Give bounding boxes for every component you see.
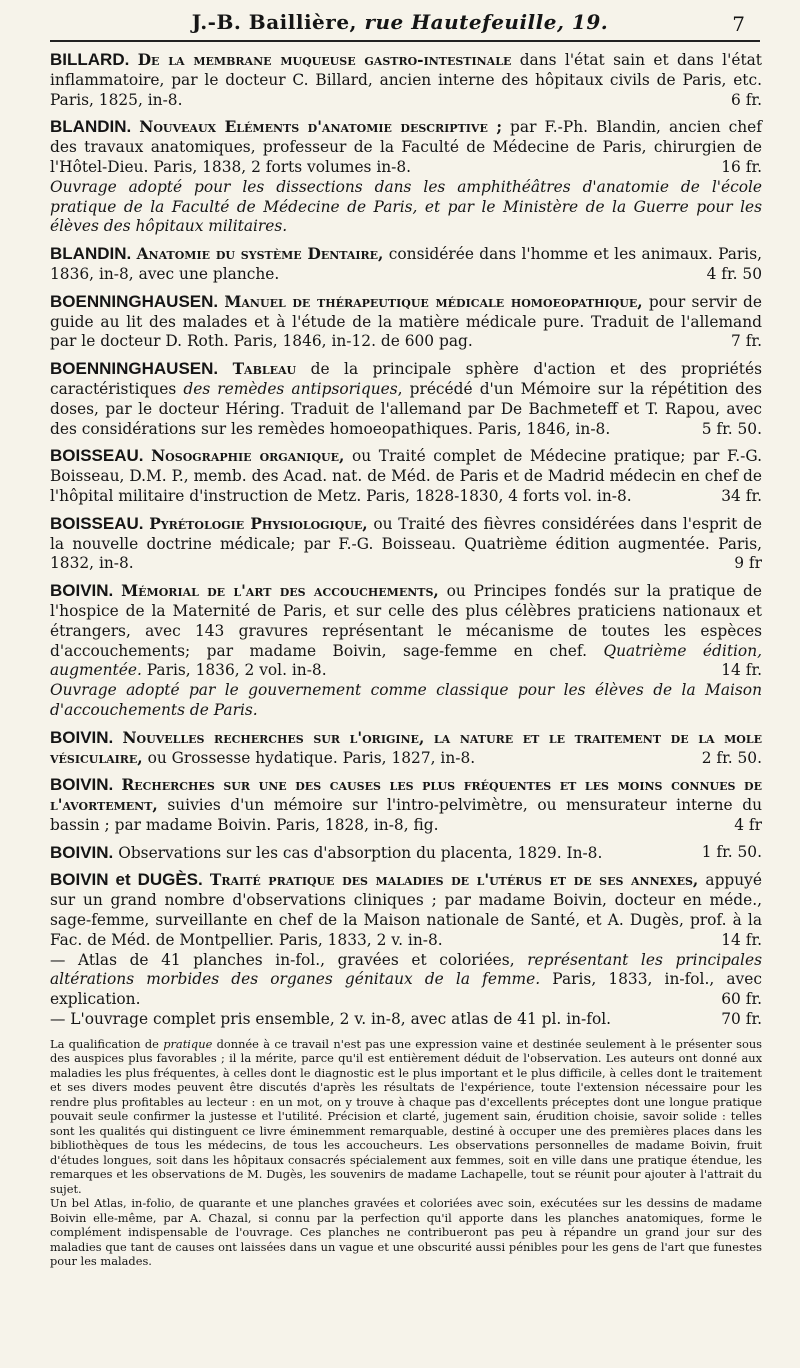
price: 14 fr. — [721, 930, 762, 949]
atlas-text: Paris, 1833, in-fol., avec explication. — [50, 970, 762, 1009]
book-title: Manuel de thérapeutique médicale homoeopathique, — [224, 292, 643, 311]
author-name: BLANDIN. — [50, 244, 132, 264]
entry-text: ou Traité complet de Médecine pratique; par F.-G. Boisseau, D.M. P., memb. des Acad. nat. de Méd. de Paris et de Madrid médecin en chef de l'hôpital militaire d'instruction de Metz. Paris, 1828-1830, 4 forts vol. in-8. — [50, 447, 762, 505]
edition-note: Quatrième édition, augmentée. — [50, 641, 762, 680]
price: 1 fr. 50. — [701, 842, 762, 861]
price: 70 fr. — [721, 1010, 762, 1029]
entry-boisseau-nosographie — [50, 446, 762, 506]
atlas-line — [50, 951, 762, 1010]
entry-text: ou Traité des fièvres considérées dans l'esprit de la nouvelle doctrine médicale; par F.-G. Boisseau. Quatrième édition augmentée. Paris, 1832, in-8. — [50, 514, 762, 573]
entry-italic: des remèdes antipsoriques — [183, 379, 398, 398]
book-title: Traité pratique des maladies de l'utérus et de ses annexes, — [209, 871, 699, 890]
entry-text: appuyé sur un grand nombre d'observations cliniques ; par madame Boivin, docteur en méde., sage-femme, surveillante en chef de la Maison nationale de Santé, et A. Dugès, prof. à la Fac. de Méd. de Montpellier. Paris, 1833, 2 v. in-8. — [50, 871, 762, 949]
note-paragraph-2: Un bel Atlas, in-folio, de quarante et une planches gravées et coloriées avec soin, exécutées sur les dessins de madame Boivin elle-même, par A. Chazal, si connu par la perfection qu'il apporte dans les planches anatomiques, forme le complément indispensable de l'ouvrage. Ces planches ne contribueront pas peu à répandre un grand jour sur des maladies que tant de causes ont laissées dans un vague et une obscurité aussi pénibles pour les gens de l'art que funestes pour les malades. — [50, 1196, 762, 1269]
running-head — [0, 10, 800, 34]
header-rule — [50, 40, 760, 42]
entry-boivin-mole — [50, 728, 762, 769]
price: 34 fr. — [721, 486, 762, 505]
book-title: Anatomie du système Dentaire, — [136, 245, 384, 264]
entry-boivin-memorial — [50, 581, 762, 721]
entry-boivin-avortement — [50, 775, 762, 835]
book-title: Mémorial de l'art des accouchements, — [121, 582, 439, 601]
author-name: BILLARD. — [50, 50, 130, 69]
entry-text: ou Grossesse hydatique. Paris, 1827, in-8. — [147, 748, 476, 767]
entry-text: suivies d'un mémoire sur l'intro-pelvimètre, ou mensurateur interne du bassin ; par madame Boivin. Paris, 1828, in-8, fig. — [50, 796, 762, 834]
book-title: De la membrane muqueuse gastro-intestinale — [137, 51, 512, 69]
entry-text: considérée dans l'homme et les animaux. Paris, 1836, in-8, avec une planche. — [50, 245, 762, 283]
entry-text: de la principale sphère d'action et des propriétés caractéristiques — [50, 360, 762, 398]
author-name: BOIVIN. — [50, 775, 114, 795]
atlas-italic: représentant les principales altérations morbides des organes génitaux de la femme. — [50, 950, 762, 989]
complete-text: — L'ouvrage complet pris ensemble, 2 v. in-8, avec atlas de 41 pl. in-fol. — [50, 1010, 612, 1029]
price: 6 fr. — [731, 90, 762, 109]
price: 7 fr. — [731, 332, 762, 351]
entry-boisseau-pyretologie — [50, 514, 762, 574]
author-name: BOIVIN. — [50, 581, 114, 601]
entry-boenninghausen-tableau — [50, 359, 762, 439]
author-name: BOIVIN et DUGÈS. — [50, 870, 203, 890]
book-title: Nosographie organique, — [151, 447, 345, 466]
page-number: 7 — [732, 12, 745, 36]
entry-blandin-elements — [50, 117, 762, 237]
book-title: Nouvelles recherches sur l'origine, la nature et le traitement de la mole vésiculaire, — [50, 728, 762, 767]
price: 16 fr. — [721, 157, 762, 176]
book-title: Pyrétologie Physiologique, — [149, 514, 368, 533]
price: 9 fr — [734, 554, 762, 573]
entry-blandin-dentaire — [50, 244, 762, 285]
adoption-note: Ouvrage adopté par le gouvernement comme classique pour les élèves de la Maison d'accouchements de Paris. — [50, 681, 762, 719]
author-name: BOISSEAU. — [50, 446, 144, 466]
price: 60 fr. — [721, 990, 762, 1009]
author-name: BOIVIN. — [50, 842, 114, 862]
book-title: Recherches sur une des causes les plus fréquentes et les moins connues de l'avortement, — [50, 776, 762, 815]
catalog-entries — [50, 50, 762, 1269]
adoption-note: Ouvrage adopté pour les dissections dans les amphithéâtres d'anatomie de l'école pratique de la Faculté de Médecine de Paris, et par le Ministère de la Guerre pour les élèves des hôpitaux militaires. — [50, 177, 762, 236]
price: 5 fr. 50. — [701, 419, 762, 438]
note-paragraph-1: La qualification de pratique donnée à ce travail n'est pas une expression vaine et destinée seulement à le présenter sous des auspices plus favorables ; il la mérite, parce qu'il est entièrement déduit de l'observation. Les auteurs ont donné aux maladies les plus fréquentes, à celles dont le diagnostic est le plus important et le plus difficile, à celles dont le traitement et ses divers modes peuvent être discutés d'après les résultats de l'expérience, toute l'extension nécessaire pour les rendre plus profitables au lecteur : en un mot, on y trouve à chaque pas d'excellents préceptes dont une longue pratique pouvait seule confirmer la justesse et l'utilité. Précision et clarté, jugement sain, érudition choisie, savoir solide : telles sont les qualités qui distinguent ce livre éminemment remarquable, destiné à occuper une des premières places dans les bibliothèques de tous les médecins, de tous les accoucheurs. Les observations personnelles de madame Boivin, fruit d'études longues, soit dans les hôpitaux consacrés spécialement aux femmes, soit en ville dans une pratique étendue, les remarques et les observations de M. Dugès, les souvenirs de madame Lachapelle, tout se réunit pour ajouter à l'attrait du sujet. — [50, 1036, 763, 1196]
price: 4 fr. 50 — [706, 264, 762, 283]
entry-boenninghausen-manuel — [50, 292, 762, 352]
book-title: Observations sur les cas d'absorption du placenta, — [118, 843, 513, 862]
entry-text: Paris, 1836, 2 vol. in-8. — [146, 661, 327, 680]
publisher-name: J.-B. Baillière, — [191, 10, 365, 34]
publisher-address: rue Hautefeuille, 19. — [364, 10, 609, 34]
book-title: Tableau — [232, 360, 297, 379]
author-name: BOENNINGHAUSEN. — [50, 359, 219, 379]
complete-line — [50, 1010, 762, 1030]
entry-boivin-placenta — [50, 843, 762, 864]
atlas-text: — Atlas de 41 planches in-fol., gravées et coloriées, — [50, 950, 515, 969]
entry-text: par F.-Ph. Blandin, ancien chef des travaux anatomiques, professeur de la Faculté de Médecine de Paris, chirurgien de l'Hôtel-Dieu. Paris, 1838, 2 forts volumes in-8. — [50, 118, 762, 176]
entry-billard — [50, 50, 762, 110]
entry-text: , précédé d'un Mémoire sur la répétition des doses, par le docteur Héring. Traduit de l'allemand par De Bachmeteff et T. Rapou, avec des considérations sur les remèdes homoeopathiques. Paris, 1846, in-8. — [50, 379, 762, 438]
price: 14 fr. — [721, 661, 762, 680]
entry-text: ou Principes fondés sur la pratique de l'hospice de la Maternité de Paris, et sur celle des plus célèbres praticiens nationaux et étrangers, avec 143 gravures représentant le mécanisme de toutes les espèces d'accouchements; par madame Boivin, sage-femme en chef. — [50, 582, 762, 660]
price: 4 fr — [734, 815, 762, 834]
entry-text: pour servir de guide au lit des malades et à l'étude de la matière médicale pure. Traduit de l'allemand par le docteur D. Roth. Paris, 1846, in-12. de 600 pag. — [50, 292, 762, 351]
entry-boivin-duges — [50, 870, 762, 1029]
entry-text: 1829. In-8. — [517, 843, 603, 862]
author-name: BOISSEAU. — [50, 513, 144, 533]
author-name: BOIVIN. — [50, 727, 114, 747]
review-note — [50, 1037, 762, 1269]
author-name: BOENNINGHAUSEN. — [50, 291, 219, 311]
price: 2 fr. 50. — [701, 748, 762, 767]
entry-text: dans l'état sain et dans l'état inflammatoire, par le docteur C. Billard, ancien interne des hôpitaux civils de Paris, etc. Paris, 1825, in-8. — [50, 51, 762, 109]
author-name: BLANDIN. — [50, 117, 132, 137]
book-title: Nouveaux Eléments d'anatomie descriptive ; — [139, 118, 503, 137]
